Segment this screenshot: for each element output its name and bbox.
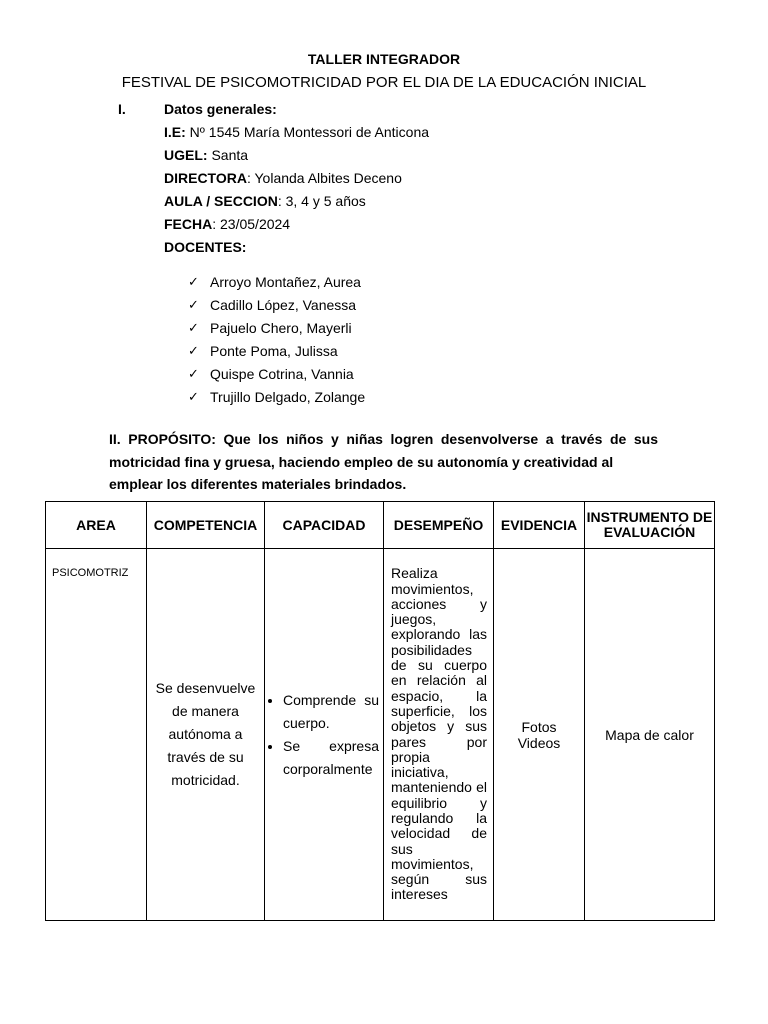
field-aula	[164, 193, 366, 209]
header-area: AREA	[46, 502, 147, 549]
field-ugel-value: Santa	[207, 147, 249, 163]
field-ie	[164, 124, 429, 140]
header-desempeno: DESEMPEÑO	[384, 502, 494, 549]
table-row	[46, 549, 715, 921]
field-aula-label: AULA / SECCION	[164, 193, 278, 209]
docente-name: Trujillo Delgado, Zolange	[210, 388, 366, 405]
field-docentes-label: DOCENTES:	[164, 239, 247, 255]
checkmark-icon: ✓	[188, 296, 199, 312]
field-ie-label: I.E:	[164, 124, 186, 140]
list-item	[188, 385, 365, 408]
docente-name: Arroyo Montañez, Aurea	[210, 273, 361, 290]
header-instrumento: INSTRUMENTO DE EVALUACIÓN	[585, 502, 715, 549]
purpose-paragraph	[109, 428, 658, 496]
list-item	[188, 270, 365, 293]
field-ugel-label: UGEL:	[164, 147, 208, 163]
list-item: • Se expresa corporalmente	[283, 735, 379, 781]
header-evidencia: EVIDENCIA	[494, 502, 585, 549]
docente-name: Cadillo López, Vanessa	[210, 296, 357, 313]
cell-evidencia	[494, 549, 585, 921]
cell-capacidad	[265, 549, 384, 921]
evidencia-fotos: Fotos	[521, 718, 557, 735]
checkmark-icon: ✓	[188, 365, 199, 381]
field-directora-value: : Yolanda Albites Deceno	[246, 170, 402, 186]
header-competencia: COMPETENCIA	[147, 502, 265, 549]
field-fecha-value: : 23/05/2024	[212, 216, 291, 232]
table-header-row	[46, 502, 715, 549]
header-capacidad: CAPACIDAD	[265, 502, 384, 549]
docentes-list	[188, 270, 365, 408]
docente-name: Quispe Cotrina, Vannia	[210, 365, 354, 382]
field-aula-value: : 3, 4 y 5 años	[277, 193, 366, 209]
planning-table	[45, 501, 715, 921]
cell-desempeno: Realiza movimientos, acciones y juegos, explorando las posibilidades de su cuerpo en relación al espacio, la superficie, los objetos y sus pares por propia iniciativa, manteniendo el equilibrio y regulando la velocidad de sus movimientos, según sus intereses	[384, 549, 494, 921]
checkmark-icon: ✓	[188, 342, 199, 358]
field-directora-label: DIRECTORA	[164, 170, 247, 186]
docente-name: Ponte Poma, Julissa	[210, 342, 338, 359]
docente-name: Pajuelo Chero, Mayerli	[210, 319, 352, 336]
purpose-line-1: II. PROPÓSITO: Que los niños y niñas logren desenvolverse a través de sus motricidad fina y gruesa, haciendo empleo de su autonomía y creatividad al	[109, 431, 658, 470]
checkmark-icon: ✓	[188, 319, 199, 335]
document-subtitle: FESTIVAL DE PSICOMOTRICIDAD POR EL DIA DE LA EDUCACIÓN INICIAL	[121, 74, 647, 91]
purpose-line-2: emplear los diferentes materiales brindados.	[109, 476, 407, 492]
evidencia-videos: Videos	[517, 734, 561, 751]
checkmark-icon: ✓	[188, 388, 199, 404]
section-1-heading: Datos generales:	[164, 101, 277, 117]
list-item: • Comprende su cuerpo.	[283, 689, 379, 735]
field-ie-value: Nº 1545 María Montessori de Anticona	[185, 124, 430, 140]
list-item	[188, 362, 365, 385]
field-ugel	[164, 147, 248, 163]
section-1-number: I.	[118, 101, 126, 117]
checkmark-icon: ✓	[188, 273, 199, 289]
cell-instrumento: Mapa de calor	[585, 549, 715, 921]
field-docentes	[164, 239, 246, 255]
list-item	[188, 293, 365, 316]
field-fecha	[164, 216, 290, 232]
list-item	[188, 339, 365, 362]
capacidad-list	[265, 689, 383, 781]
field-fecha-label: FECHA	[164, 216, 213, 232]
cell-competencia: Se desenvuelve de manera autónoma a través de su motricidad.	[147, 549, 265, 921]
cell-area: PSICOMOTRIZ	[46, 549, 147, 921]
field-directora	[164, 170, 402, 186]
list-item	[188, 316, 365, 339]
document-title: TALLER INTEGRADOR	[307, 51, 461, 67]
